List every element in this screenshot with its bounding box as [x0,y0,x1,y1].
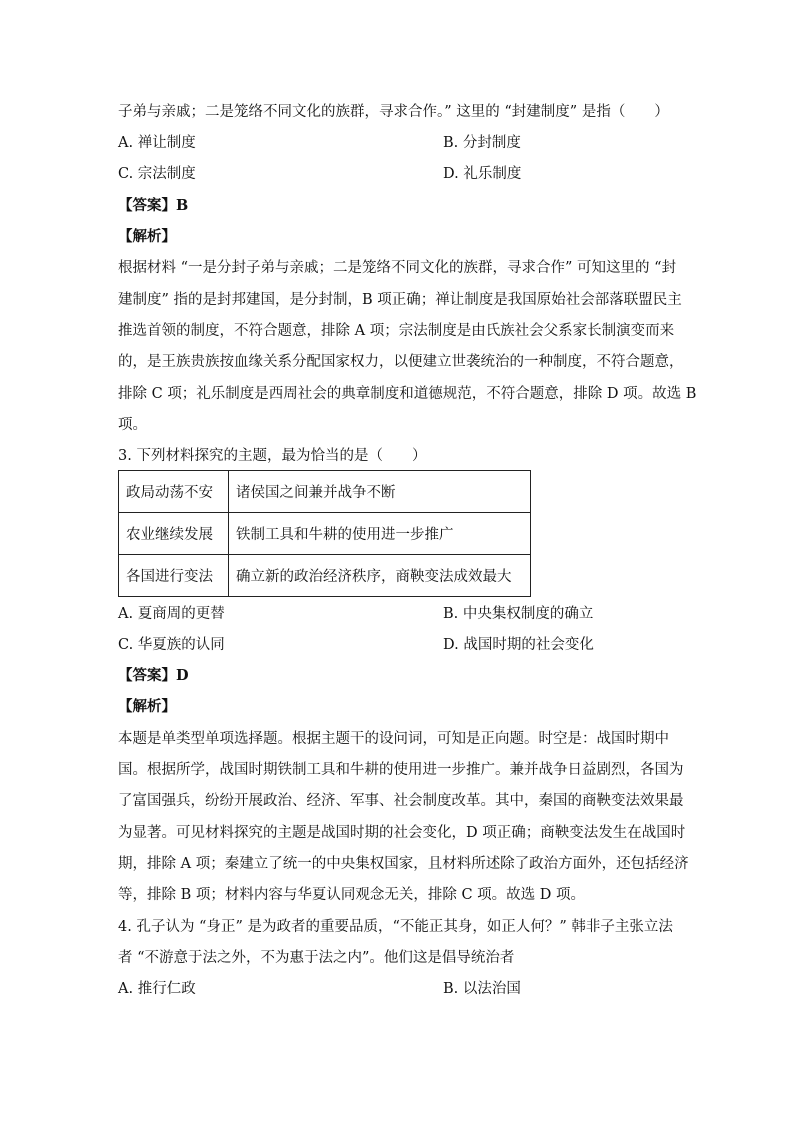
q3-analysis-title: 【解析】 [118,698,176,715]
table-cell: 确立新的政治经济秩序，商鞅变法成效最大 [229,555,531,597]
q2-analysis-line-2: 建制度” 指的是封邦建国，是分封制，B 项正确；禅让制度是我国原始社会部落联盟民主 [118,292,682,308]
q2-analysis-line-1: 根据材料 “一是分封子弟与亲戚；二是笼络不同文化的族群，寻求合作” 可知这里的 “封 [118,260,677,276]
q3-analysis-line-6: 等，排除 B 项；材料内容与华夏认同观念无关，排除 C 项。故选 D 项。 [118,887,586,903]
q2-option-a: A. 禅让制度 [118,135,196,151]
q2-analysis-line-6: 项。 [118,417,147,433]
q2-option-c: C. 宗法制度 [118,166,196,182]
q3-answer: 【答案】D [118,667,189,684]
table-cell: 政局动荡不安 [119,471,229,513]
q2-answer: 【答案】B [118,197,189,214]
table-row [119,555,531,597]
table-cell: 铁制工具和牛耕的使用进一步推广 [229,513,531,555]
q2-analysis-title: 【解析】 [118,228,176,245]
q2-analysis-line-3: 推选首领的制度，不符合题意，排除 A 项；宗法制度是由氏族社会父系家长制演变而来 [118,323,675,339]
q4-option-a: A. 推行仁政 [118,981,196,997]
q3-option-c: C. 华夏族的认同 [118,637,225,653]
q4-option-b: B. 以法治国 [443,981,521,997]
table-cell: 农业继续发展 [119,513,229,555]
q3-analysis-line-3: 了富国强兵，纷纷开展政治、经济、军事、社会制度改革。其中，秦国的商鞅变法效果最 [118,793,684,809]
table-cell: 诸侯国之间兼并战争不断 [229,471,531,513]
q2-option-b: B. 分封制度 [443,135,521,151]
q2-stem: 子弟与亲戚；二是笼络不同文化的族群，寻求合作。” 这里的 “封建制度” 是指（ ） [118,104,669,120]
q3-analysis-line-5: 期，排除 A 项；秦建立了统一的中央集权国家，且材料所述除了政治方面外，还包括经济 [118,856,689,872]
q3-analysis-line-4: 为显著。可见材料探究的主题是战国时期的社会变化，D 项正确；商鞅变法发生在战国时 [118,825,686,841]
q3-option-d: D. 战国时期的社会变化 [443,637,594,653]
q3-analysis-line-2: 国。根据所学，战国时期铁制工具和牛耕的使用进一步推广。兼并战争日益剧烈，各国为 [118,762,684,778]
q3-option-a: A. 夏商周的更替 [118,606,225,622]
q3-stem: 3. 下列材料探究的主题，最为恰当的是（ ） [118,448,427,464]
q3-option-b: B. 中央集权制度的确立 [443,606,594,622]
q3-analysis-line-1: 本题是单类型单项选择题。根据主题干的设问词，可知是正向题。时空是：战国时期中 [118,731,669,747]
table-row [119,471,531,513]
q2-option-d: D. 礼乐制度 [443,166,522,182]
q2-analysis-line-5: 排除 C 项；礼乐制度是西周社会的典章制度和道德规范，不符合题意，排除 D 项。故选 B [118,386,697,402]
q2-analysis-line-4: 的，是王族贵族按血缘关系分配国家权力，以便建立世袭统治的一种制度，不符合题意， [118,354,684,370]
q3-material-table [118,470,531,597]
q4-stem-line-2: 者 “不游意于法之外，不为惠于法之内”。他们这是倡导统治者 [118,950,515,966]
q4-stem-line-1: 4. 孔子认为 “身正” 是为政者的重要品质，“不能正其身，如正人何？” 韩非子主张立法 [118,919,673,935]
table-cell: 各国进行变法 [119,555,229,597]
table-row [119,513,531,555]
